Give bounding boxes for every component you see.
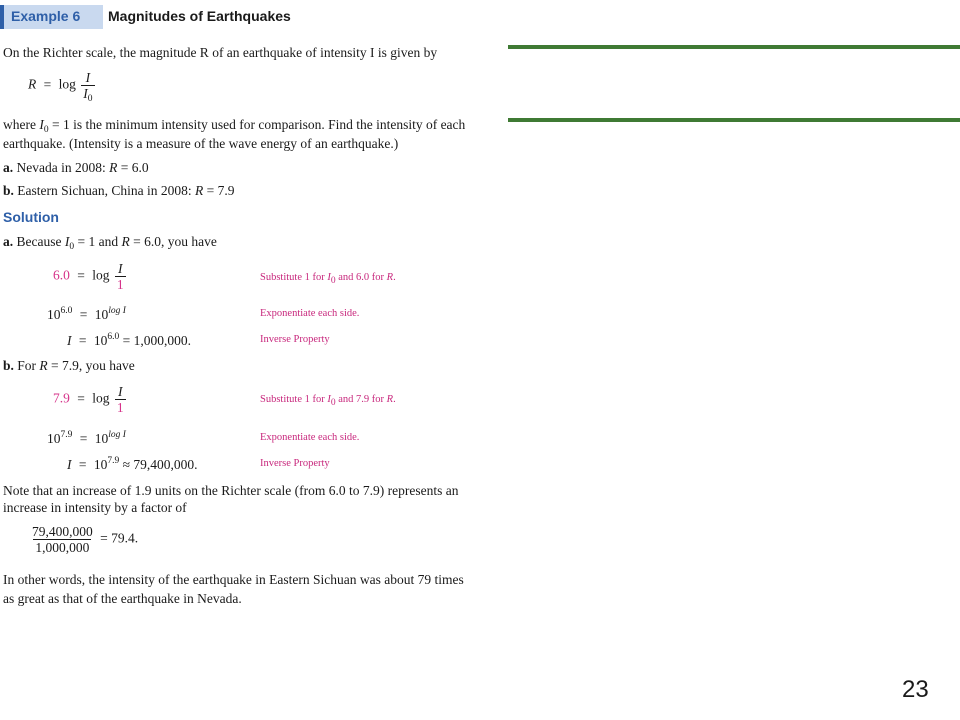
a1-fn: log [92,267,110,283]
a3-eq: = [78,333,87,348]
a3-rhs-base: 10 [93,333,108,348]
sol-b-tag: b. [3,358,14,373]
a3-rhs-exp: 6.0 [107,332,120,342]
b-step-3-note: Inverse Property [260,458,330,469]
b1-fraction [115,384,126,415]
formula-num: I [85,70,91,85]
part-a [3,158,149,177]
a1-fraction [115,261,126,292]
a1-note-a: Substitute 1 for [260,272,328,283]
sol-a-tag: a. [3,234,14,249]
a3-lhs: I [67,333,72,348]
a-step-2-note: Exponentiate each side. [260,308,360,319]
a1-note-c: . [393,272,396,283]
b2-lhs-base: 10 [47,431,61,446]
b1-fn: log [92,390,110,406]
b3-rhs-exp: 7.9 [107,456,120,466]
conclusion-line-2: as great as that of the earthquake in Nevada. [3,591,242,606]
formula-den: I [83,86,88,101]
example-label: Example 6 [11,8,81,24]
a1-den: 1 [116,277,124,292]
b3-lhs: I [67,457,72,472]
part-a-val: = 6.0 [117,160,149,175]
ratio-fraction [30,524,95,555]
b-step-1 [53,384,128,415]
formula-lhs: R [28,76,37,92]
a1-note-b: and 6.0 for [335,272,387,283]
b1-eq: = [77,390,85,406]
ratio-rest: = 79.4. [96,530,139,546]
sol-a-var2: R [121,234,130,249]
sol-b-t2: = 7.9, you have [47,358,135,373]
a1-num: I [118,261,123,276]
intro-text [3,43,437,62]
note-line-1: Note that an increase of 1.9 units on the Richter scale (from 6.0 to 7.9) represents an [3,483,459,498]
where-text-b: = 1 is the minimum intensity used for comparison. Find the intensity of each [48,117,466,132]
part-b [3,181,235,200]
b1-note-var2: R [386,394,394,405]
b2-eq: = [79,431,88,446]
b3-rhs-base: 10 [93,457,108,472]
b1-note-sub: 0 [330,398,336,408]
where-line-1 [3,115,465,134]
where-sub: 0 [43,125,49,135]
where-var: I [39,117,44,132]
b1-note-b: and 7.9 for [335,394,387,405]
a2-lhs-exp: 6.0 [60,306,73,316]
b-step-3 [67,455,198,474]
where-text-a: where [3,117,40,132]
intro-line: On the Richter scale, the magnitude R of an earthquake of intensity I is given by [3,45,438,60]
part-a-var: R [109,160,118,175]
solution-a-intro [3,232,217,251]
b1-note-a: Substitute 1 for [260,394,328,405]
sol-a-sub: 0 [69,242,75,252]
note-line-2: increase in intensity by a factor of [3,500,187,515]
a1-note-sub: 0 [330,276,336,286]
a-step-3 [67,331,191,350]
ratio-num: 79,400,000 [32,524,93,539]
a-step-1-note [260,271,396,285]
b-step-2 [47,429,126,448]
a-step-3-note: Inverse Property [260,334,330,345]
b1-den: 1 [116,400,124,415]
a3-rhs-rest: = 1,000,000. [119,333,191,348]
sol-b-t1: For [17,358,40,373]
formula-eq: = [43,76,52,92]
sol-a-t2: = 1 and [74,234,122,249]
conclusion-line-1: In other words, the intensity of the earthquake in Eastern Sichuan was about 79 times [3,572,464,587]
a1-note-var2: R [386,272,394,283]
a2-rhs-exp: log I [108,306,126,316]
b-step-1-note [260,393,396,407]
example-title: Magnitudes of Earthquakes [108,8,291,24]
b3-rhs-rest: ≈ 79,400,000. [119,457,198,472]
b1-note-var: I [327,394,331,405]
richter-formula [28,70,97,104]
b1-num: I [118,384,123,399]
a1-lhs: 6.0 [53,267,70,283]
green-rule-top [508,45,960,49]
b-step-2-note: Exponentiate each side. [260,432,360,443]
part-b-val: = 7.9 [203,183,235,198]
part-b-text: Eastern Sichuan, China in 2008: [17,183,195,198]
slide-number: 23 [902,676,929,703]
formula-fraction [81,70,94,104]
a-step-2 [47,305,126,324]
b3-eq: = [78,457,87,472]
a2-rhs-base: 10 [94,307,109,322]
ratio-den: 1,000,000 [35,540,90,555]
part-a-tag: a. [3,160,14,175]
formula-fn: log [58,76,76,92]
a2-eq: = [79,307,88,322]
a1-eq: = [77,267,85,283]
sol-a-t3: = 6.0, you have [129,234,217,249]
sol-a-var: I [64,234,70,249]
where-line-2: earthquake. (Intensity is a measure of the wave energy of an earthquake.) [3,136,399,151]
solution-b-intro [3,356,135,375]
b2-lhs-exp: 7.9 [60,430,73,440]
sol-b-var: R [39,358,48,373]
b1-note-c: . [393,394,396,405]
b2-rhs-exp: log I [108,430,126,440]
solution-heading: Solution [3,209,59,225]
part-b-tag: b. [3,183,14,198]
a2-lhs-base: 10 [47,307,61,322]
a1-note-var: I [327,272,331,283]
part-a-text: Nevada in 2008: [16,160,110,175]
b2-rhs-base: 10 [94,431,109,446]
part-b-var: R [195,183,204,198]
ratio-equation [28,524,138,555]
a-step-1 [53,261,128,292]
b1-lhs: 7.9 [53,390,70,406]
green-rule-bottom [508,118,960,122]
sol-a-t1: Because [16,234,65,249]
formula-den-sub: 0 [87,94,93,104]
